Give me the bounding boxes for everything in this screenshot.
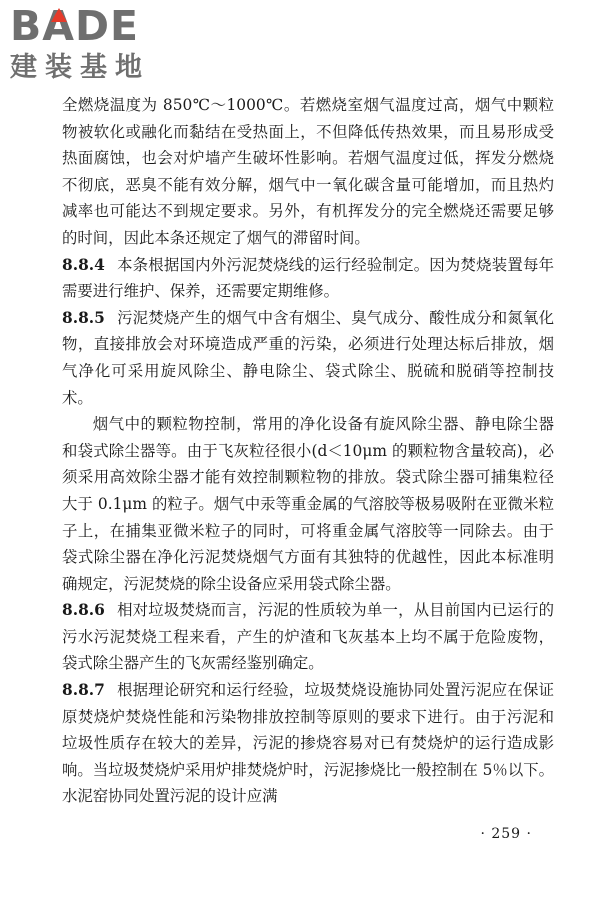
- paragraph: [62, 305, 554, 411]
- paragraph-text: 相对垃圾焚烧而言，污泥的性质较为单一，从目前国内已运行的污水污泥焚烧工程来看，产生的炉渣和飞灰基本上均不属于危险废物，袋式除尘器产生的飞灰需经鉴别确定。: [62, 601, 554, 673]
- paragraph: [62, 252, 554, 305]
- section-number: 8.8.7: [62, 681, 105, 700]
- logo-letters-suffix: DE: [75, 2, 140, 50]
- paragraph-text: 根据理论研究和运行经验，垃圾焚烧设施协同处置污泥应在保证原焚烧炉焚烧性能和污染物排放控制等原则的要求下进行。由于污泥和垃圾性质存在较大的差异，污泥的掺烧容易对已有焚烧炉的运行造成影响。当垃圾焚烧炉采用炉排焚烧炉时，污泥掺烧比一般控制在 5％以下。水泥窑协同处置污泥的设计应满: [62, 681, 554, 806]
- logo-wordmark: [10, 4, 180, 48]
- page-number: · 259 ·: [480, 826, 532, 842]
- logo-letter-a-text: A: [42, 2, 75, 50]
- logo-letter-a: [42, 4, 75, 48]
- section-number: 8.8.6: [62, 601, 105, 620]
- paragraph-text: 污泥焚烧产生的烟气中含有烟尘、臭气成分、酸性成分和氮氧化物，直接排放会对环境造成严重的污染，必须进行处理达标后排放，烟气净化可采用旋风除尘、静电除尘、袋式除尘、脱硫和脱硝等控制技术。: [62, 308, 554, 407]
- document-body: [62, 92, 554, 810]
- logo-letters-prefix: B: [10, 2, 43, 50]
- paragraph-text: 烟气中的颗粒物控制，常用的净化设备有旋风除尘器、静电除尘器和袋式除尘器等。由于飞灰粒径很小(d＜10μm 的颗粒物含量较高)，必须采用高效除尘器才能有效控制颗粒物的排放。袋式除尘器可捕集粒径大于 0.1μm 的粒子。烟气中汞等重金属的气溶胶等极易吸附在亚微米粒子上，在捕集亚微米粒子的同时，可将重金属气溶胶等一同除去。由于袋式除尘器在净化污泥焚烧烟气方面有其独特的优越性，因此本标准明确规定，污泥焚烧的除尘设备应采用袋式除尘器。: [62, 415, 554, 593]
- paragraph: [62, 677, 554, 810]
- paragraph: [62, 411, 554, 597]
- logo-triangle-icon: [51, 8, 67, 22]
- paragraph: [62, 597, 554, 677]
- paragraph-text: 本条根据国内外污泥焚烧线的运行经验制定。因为焚烧装置每年需要进行维护、保养，还需要定期维修。: [62, 255, 554, 301]
- logo: [10, 4, 180, 84]
- section-number: 8.8.4: [62, 255, 105, 274]
- paragraph-text: 全燃烧温度为 850℃～1000℃。若燃烧室烟气温度过高，烟气中颗粒物被软化或融化而黏结在受热面上，不但降低传热效果，而且易形成受热面腐蚀，也会对炉墙产生破坏性影响。若烟气温度过低，挥发分燃烧不彻底，恶臭不能有效分解，烟气中一氧化碳含量可能增加，而且热灼减率也可能达不到规定要求。另外，有机挥发分的完全燃烧还需要足够的时间，因此本条还规定了烟气的滞留时间。: [62, 96, 554, 247]
- paragraph: [62, 92, 554, 252]
- logo-subtitle: 建装基地: [10, 52, 150, 83]
- section-number: 8.8.5: [62, 308, 105, 327]
